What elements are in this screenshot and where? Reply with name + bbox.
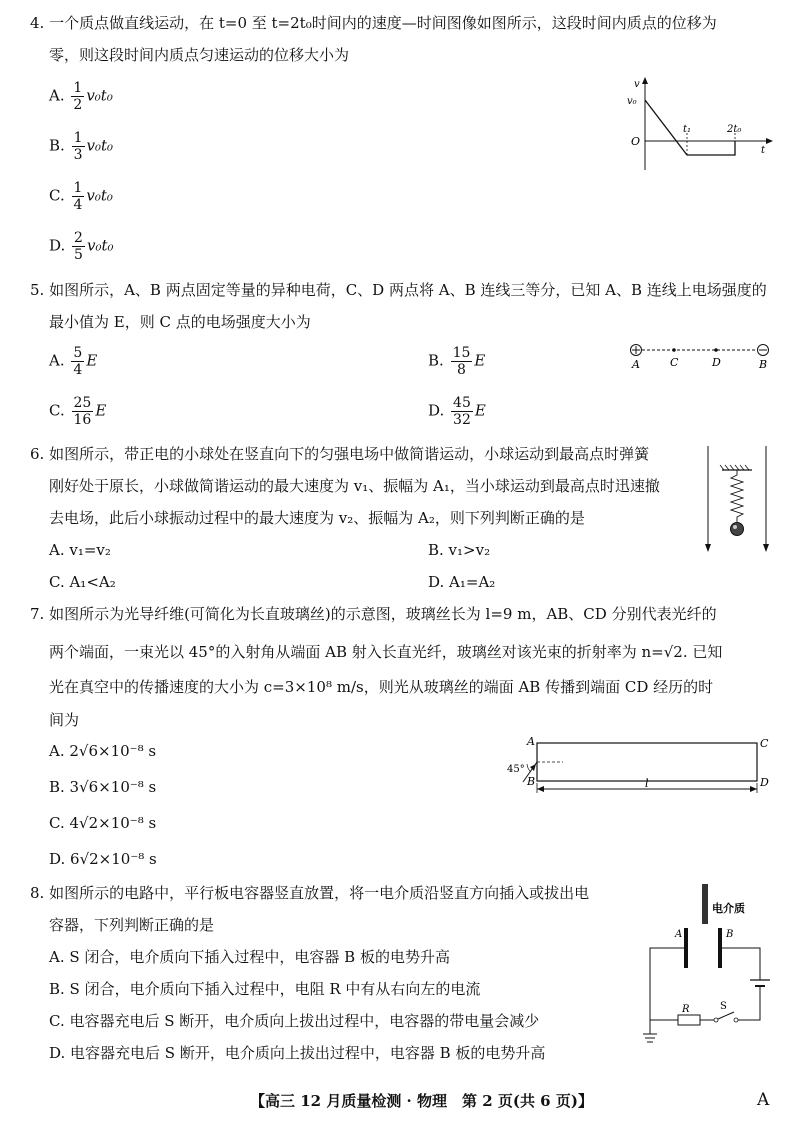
angle-label: 45°	[507, 764, 525, 775]
option-letter: A.	[49, 86, 65, 105]
field-arrow-left	[705, 544, 711, 552]
numerator: 25	[73, 395, 92, 411]
q6-option-d: D. A₁=A₂	[428, 573, 496, 591]
t-axis-label: t	[761, 145, 766, 156]
q6-stem-line1: 6. 如图所示，带正电的小球处在竖直向下的匀强电场中做简谐运动，小球运动到最高点时弹簧	[30, 445, 650, 463]
numerator: 5	[73, 345, 83, 361]
point-c	[672, 348, 676, 352]
q6-stem-line2: 刚好处于原长，小球做简谐运动的最大速度为 v₁、振幅为 A₁，当小球运动到最高点时迅速撤	[49, 477, 660, 495]
page-footer: 【高三 12 月质量检测 · 物理 第 2 页(共 6 页)】	[250, 1092, 593, 1110]
q6-option-b: B. v₁>v₂	[428, 541, 491, 559]
q8-stem-line1: 8. 如图所示的电路中，平行板电容器竖直放置，将一电介质沿竖直方向插入或拔出电	[30, 884, 590, 902]
q7-stem-line2: 两个端面，一束光以 45°的入射角从端面 AB 射入长直光纤，玻璃丝对该光束的折射率为 n=√2. 已知	[49, 643, 723, 661]
q4-stem-line1: 4. 一个质点做直线运动，在 t=0 至 t=2t₀时间内的速度—时间图像如图所示，这段时间内质点的位移为	[30, 14, 717, 32]
numerator: 1	[73, 80, 83, 96]
v-axis-label: v	[634, 79, 640, 90]
q6-stem-line3: 去电场，此后小球振动过程中的最大速度为 v₂、振幅为 A₂，则下列判断正确的是	[49, 509, 585, 527]
label-b: B	[726, 929, 734, 940]
q7-stem-line1: 7. 如图所示为光导纤维(可简化为长直玻璃丝)的示意图，玻璃丝长为 l=9 m，AB、CD 分别代表光纤的	[30, 605, 717, 623]
ball-highlight	[733, 525, 737, 529]
wire-battery	[738, 986, 760, 1020]
origin-label: O	[631, 135, 641, 148]
plate-a	[684, 928, 688, 968]
q4-stem-line2: 零，则这段时间内质点匀速运动的位移大小为	[49, 46, 350, 64]
ceiling-hatch	[720, 465, 749, 470]
denominator: 8	[457, 362, 466, 378]
q8-circuit-figure	[630, 880, 775, 1050]
q5-option-c	[49, 395, 106, 428]
q7-stem-line3: 光在真空中的传播速度的大小为 c=3×10⁸ m/s，则光从玻璃丝的端面 AB 传播到端面 CD 经历的时	[49, 678, 714, 696]
label-a: A	[527, 735, 535, 748]
denominator: 32	[453, 412, 471, 428]
denominator: 16	[73, 412, 92, 428]
label-a: A	[632, 358, 640, 371]
q7-stem-line4: 间为	[49, 711, 80, 729]
q5-option-b	[428, 345, 485, 378]
q5-charges-figure	[624, 342, 774, 374]
q7-option-b: B. 3√6×10⁻⁸ s	[49, 778, 157, 796]
denominator: 2	[73, 97, 83, 113]
switch-contact	[734, 1018, 738, 1022]
option-tail: E	[474, 351, 486, 370]
v-axis-arrow	[642, 77, 648, 84]
q4-option-a	[49, 80, 113, 113]
numerator: 1	[73, 130, 83, 146]
q6-spring-figure	[700, 442, 775, 554]
q4-option-c	[49, 180, 113, 213]
denominator: 4	[73, 197, 83, 213]
option-tail: v₀t₀	[86, 136, 114, 155]
q7-option-a: A. 2√6×10⁻⁸ s	[49, 742, 157, 760]
option-tail: E	[86, 351, 98, 370]
option-tail: v₀t₀	[86, 186, 113, 205]
q4-vt-graph	[625, 75, 775, 175]
option-letter: A.	[49, 351, 65, 370]
label-b: B	[527, 775, 536, 788]
q7-fiber-figure	[505, 735, 775, 800]
denominator: 5	[74, 247, 83, 263]
option-tail: v₀t₀	[86, 86, 113, 105]
numerator: 45	[453, 395, 471, 411]
label-d: D	[712, 356, 721, 369]
fraction	[72, 180, 85, 213]
denominator: 3	[73, 147, 83, 163]
paper-version: A	[757, 1090, 770, 1110]
plate-b	[718, 928, 722, 968]
spring	[731, 470, 743, 522]
dielectric-slab	[702, 884, 708, 924]
ball	[731, 523, 744, 536]
label-c: C	[760, 737, 769, 750]
fraction	[71, 345, 84, 378]
fraction	[451, 345, 473, 378]
numerator: 1	[73, 180, 83, 196]
q6-option-a: A. v₁=v₂	[49, 541, 111, 559]
option-letter: B.	[49, 136, 65, 155]
wire-left	[650, 948, 684, 1020]
option-tail: E	[95, 401, 107, 420]
q6-option-c: C. A₁<A₂	[49, 573, 116, 591]
fraction	[451, 395, 473, 428]
length-label: l	[645, 777, 649, 790]
resistor	[678, 1015, 700, 1025]
v0-label: v₀	[627, 96, 637, 107]
option-letter: C.	[49, 186, 65, 205]
field-arrow-right	[763, 544, 769, 552]
fraction	[72, 395, 94, 428]
glass-fiber	[537, 743, 757, 781]
dielectric-label: 电介质	[712, 902, 745, 915]
q8-option-d: D. 电容器充电后 S 断开，电介质向上拔出过程中，电容器 B 板的电势升高	[49, 1044, 546, 1062]
option-tail: E	[474, 401, 486, 420]
q8-option-a: A. S 闭合，电介质向下插入过程中，电容器 B 板的电势升高	[49, 948, 450, 966]
option-tail: v₀t₀	[86, 236, 114, 255]
q4-option-d	[49, 230, 114, 263]
q8-option-b: B. S 闭合，电介质向下插入过程中，电阻 R 中有从右向左的电流	[49, 980, 481, 998]
switch-s	[718, 1012, 734, 1019]
q5-option-d	[428, 395, 486, 428]
denominator: 4	[73, 362, 83, 378]
q5-stem-line1: 5. 如图所示，A、B 两点固定等量的异种电荷，C、D 两点将 A、B 连线三等分，已知 A、B 连线上电场强度的	[30, 281, 767, 299]
q4-option-b	[49, 130, 113, 163]
t1-label: t₁	[683, 124, 692, 135]
q7-option-d: D. 6√2×10⁻⁸ s	[49, 850, 157, 868]
label-s: S	[720, 1001, 727, 1012]
q5-option-a	[49, 345, 97, 378]
t2-label: 2t₀	[727, 124, 742, 135]
label-b: B	[759, 358, 768, 371]
label-d: D	[760, 776, 769, 789]
numerator: 15	[452, 345, 471, 361]
option-letter: D.	[49, 236, 66, 255]
q7-option-c: C. 4√2×10⁻⁸ s	[49, 814, 157, 832]
fraction	[71, 80, 84, 113]
numerator: 2	[74, 230, 83, 246]
switch-contact	[714, 1018, 718, 1022]
option-letter: C.	[49, 401, 65, 420]
label-a: A	[675, 929, 683, 940]
q8-stem-line2: 容器，下列判断正确的是	[49, 916, 215, 934]
q8-option-c: C. 电容器充电后 S 断开，电介质向上拔出过程中，电容器的带电量会减少	[49, 1012, 540, 1030]
q5-stem-line2: 最小值为 E，则 C 点的电场强度大小为	[49, 313, 311, 331]
option-letter: B.	[428, 351, 444, 370]
option-letter: D.	[428, 401, 445, 420]
label-c: C	[670, 356, 679, 369]
label-r: R	[682, 1004, 690, 1015]
t-axis-arrow	[766, 138, 773, 144]
wire-right	[722, 948, 760, 980]
fraction	[72, 230, 85, 263]
point-d	[714, 348, 718, 352]
fraction	[72, 130, 85, 163]
